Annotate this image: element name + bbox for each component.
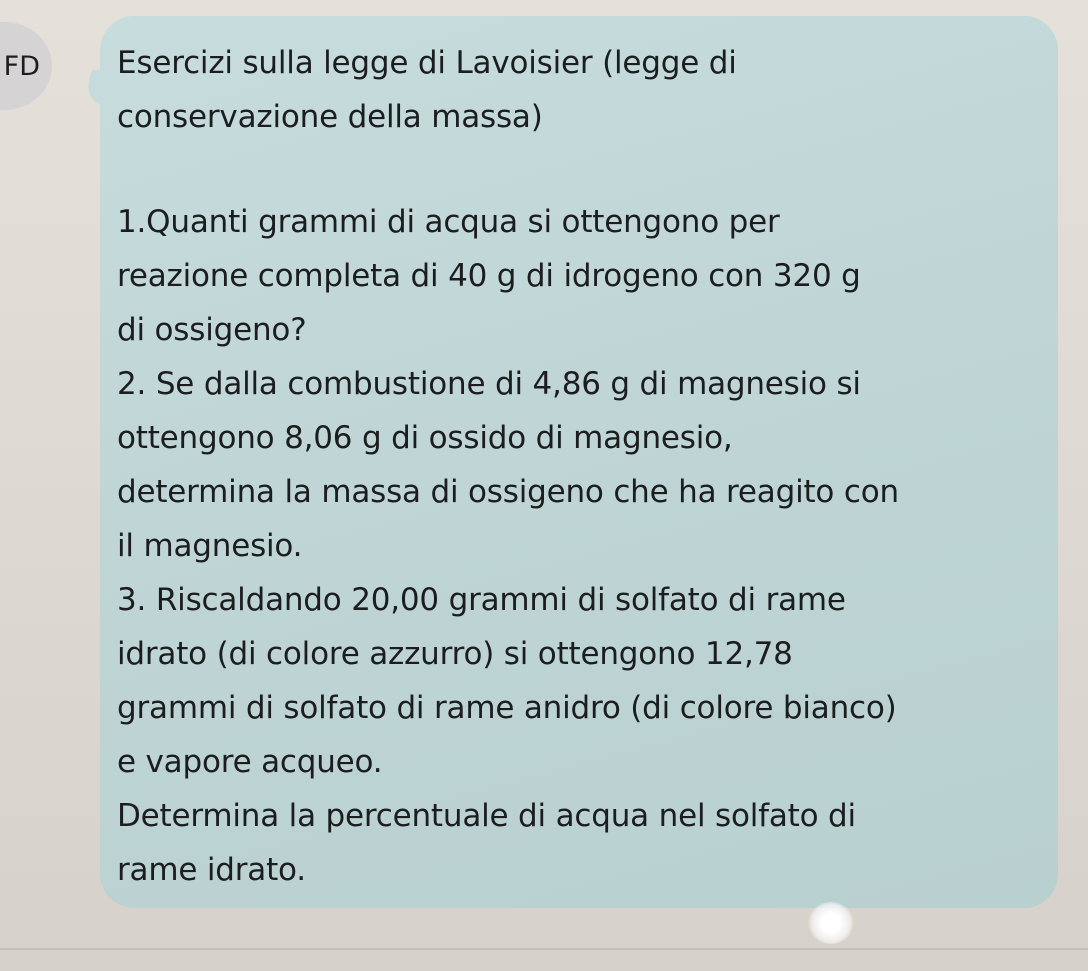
message-line: e vapore acqueo. [117,744,383,780]
message-line: reazione completa di 40 g di idrogeno con 320 g [117,258,861,294]
message-title-line: Esercizi sulla legge di Lavoisier (legge di [117,45,737,81]
message-line: grammi di solfato di rame anidro (di colore bianco) [117,690,897,726]
message-line: 1.Quanti grammi di acqua si ottengono per [117,204,780,240]
message-line: idrato (di colore azzurro) si ottengono 12,78 [117,636,793,672]
screen-bottom-divider [0,948,1088,950]
avatar-initials: FD [3,50,40,82]
message-line: Determina la percentuale di acqua nel solfato di [117,798,856,834]
message-line: di ossigeno? [117,312,307,348]
message-line: ottengono 8,06 g di ossido di magnesio, [117,420,733,456]
message-bubble[interactable] [100,16,1058,908]
message-line: 3. Riscaldando 20,00 grammi di solfato di rame [117,582,846,618]
message-line: determina la massa di ossigeno che ha reagito con [117,474,899,510]
message-title-line: conservazione della massa) [117,99,543,135]
message-line: rame idrato. [117,852,306,888]
message-blank-line [117,144,1028,195]
screen-glare [808,902,854,944]
sender-avatar[interactable] [0,22,52,110]
message-line: il magnesio. [117,528,303,564]
message-line: 2. Se dalla combustione di 4,86 g di magnesio si [117,366,861,402]
